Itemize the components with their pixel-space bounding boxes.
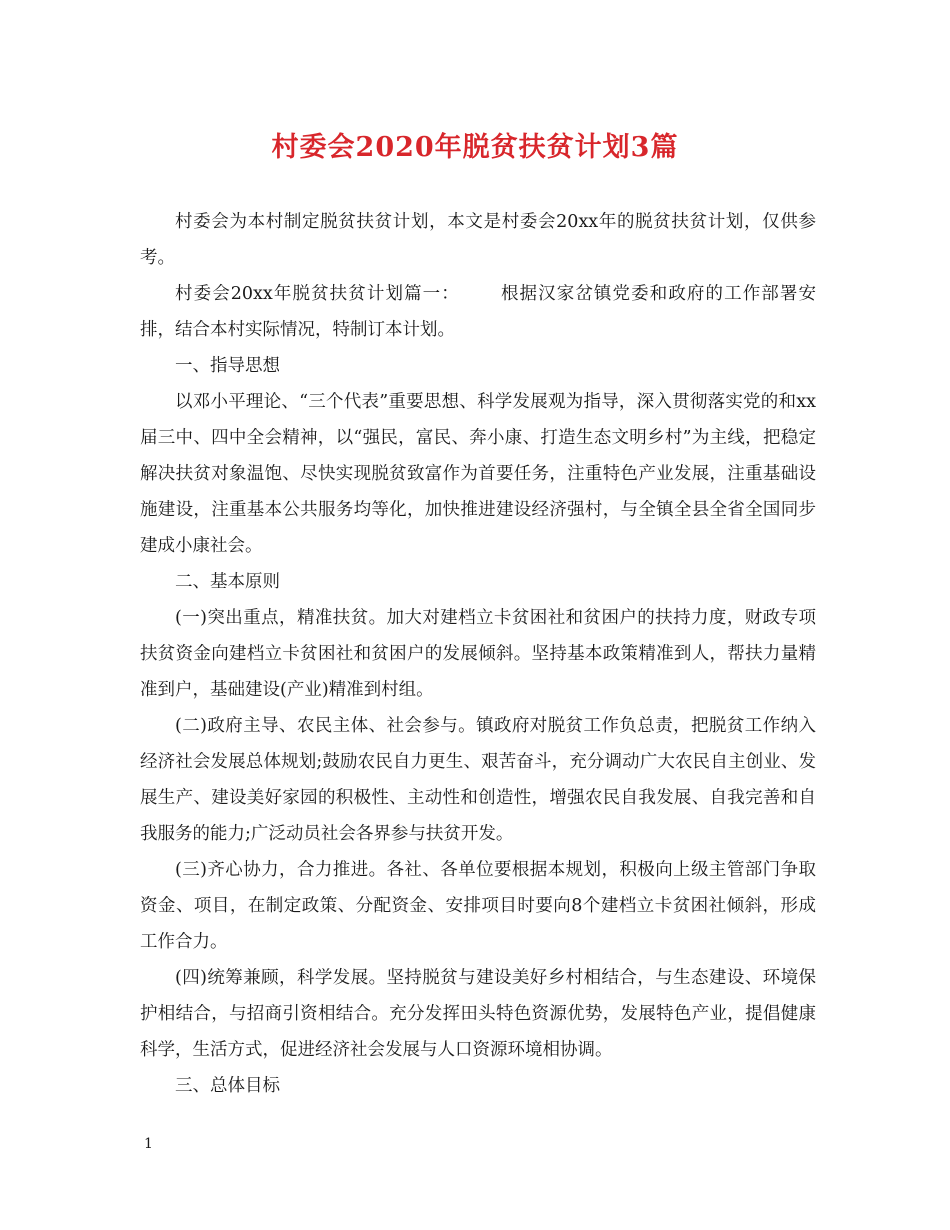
section-heading-guiding-ideology: 一、指导思想 [175, 356, 280, 376]
plan-heading: 村委会20xx年脱贫扶贫计划篇一： [175, 284, 460, 304]
plan-text: 根据汉家岔镇党委和政府的工作部署安排，结合本村实际情况，特制订本计划。 [140, 284, 816, 340]
document-body [140, 204, 816, 1104]
plan-paragraph [140, 276, 816, 348]
principle-paragraph-2: (二)政府主导、农民主体、社会参与。镇政府对脱贫工作负总责，把脱贫工作纳入经济社会发展总体规划;鼓励农民自力更生、艰苦奋斗，充分调动广大农民自主创业、发展生产、建设美好家园的积极性、主动性和创造性，增强农民自我发展、自我完善和自我服务的能力;广泛动员社会各界参与扶贫开发。 [140, 716, 816, 844]
guiding-ideology-paragraph: 以邓小平理论、“三个代表”重要思想、科学发展观为指导，深入贯彻落实党的和xx届三中、四中全会精神，以“强民，富民、奔小康、打造生态文明乡村”为主线，把稳定解决扶贫对象温饱、尽快实现脱贫致富作为首要任务，注重特色产业发展，注重基础设施建设，注重基本公共服务均等化，加快推进建设经济强村，与全镇全县全省全国同步建成小康社会。 [140, 392, 816, 556]
section-heading-overall-goals: 三、总体目标 [175, 1076, 280, 1096]
page-number: 1 [144, 1136, 153, 1152]
principle-paragraph-4: (四)统筹兼顾，科学发展。坚持脱贫与建设美好乡村相结合，与生态建设、环境保护相结合，与招商引资相结合。充分发挥田头特色资源优势，发展特色产业，提倡健康科学，生活方式，促进经济社会发展与人口资源环境相协调。 [140, 968, 816, 1060]
section-heading-basic-principles: 二、基本原则 [175, 572, 280, 592]
document-title: 村委会2020年脱贫扶贫计划3篇 [271, 132, 679, 163]
principle-paragraph-3: (三)齐心协力，合力推进。各社、各单位要根据本规划，积极向上级主管部门争取资金、项目，在制定政策、分配资金、安排项目时要向8个建档立卡贫困社倾斜，形成工作合力。 [140, 860, 816, 952]
principle-paragraph-1: (一)突出重点，精准扶贫。加大对建档立卡贫困社和贫困户的扶持力度，财政专项扶贫资金向建档立卡贫困社和贫困户的发展倾斜。坚持基本政策精准到人，帮扶力量精准到户，基础建设(产业)精准到村组。 [140, 608, 816, 700]
intro-paragraph: 村委会为本村制定脱贫扶贫计划，本文是村委会20xx年的脱贫扶贫计划，仅供参考。 [140, 212, 816, 268]
